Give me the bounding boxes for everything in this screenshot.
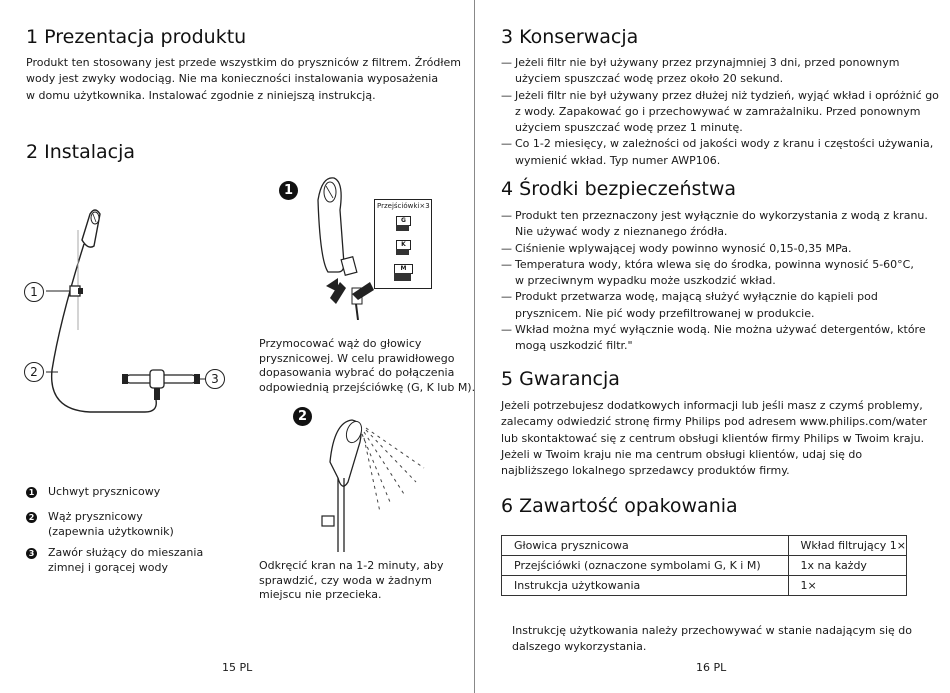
text-line: sprawdzić, czy woda w żadnym [259, 573, 432, 587]
list-item: — Temperatura wody, która wlewa się do środka, powinna wynosić 5-60°C, w przeciwnym wypadku może uszkodzić wkład. [501, 257, 914, 288]
table-row [502, 536, 907, 556]
text-line: odpowiednią przejściówkę (G, K lub M). [259, 381, 476, 395]
list-item: — Produkt ten przeznaczony jest wyłącznie do wykorzystania z wodą z kranu. Nie używać wody z nieznanego źródła. [501, 209, 928, 239]
page-number-right: 16 PL [696, 661, 727, 674]
text-line: w domu użytkownika. Instalować zgodnie z niniejszą instrukcją. [26, 88, 376, 102]
adapter-box-label: Przejściówki×3 [377, 202, 430, 210]
text-line: zalecamy odwiedzić stronę firmy Philips pod adresem www.philips.com/water [501, 415, 928, 429]
text-line: miejscu nie przecieka. [259, 588, 382, 602]
section-5-text [501, 398, 927, 479]
table-row [502, 556, 907, 576]
step-2-illustration [320, 412, 440, 552]
list-item: — Co 1-2 miesięcy, w zależności od jakości wody z kranu i częstości używania, wymienić wkład. Typ numer AWP106. [501, 137, 934, 167]
step-2-badge: 2 [293, 407, 312, 426]
step-2-text [259, 559, 444, 603]
number-bullet-icon: 3 [26, 548, 37, 559]
adapter-k-icon [396, 249, 409, 255]
section-1-text [26, 55, 461, 104]
adapter-box [374, 199, 432, 289]
hose-connector-icon [352, 282, 374, 320]
text-line: Instrukcję użytkowania należy przechowywać w stanie nadającym się do [512, 624, 913, 637]
text-line: dopasowania wybrać do połączenia [259, 366, 455, 380]
table-cell: Głowica prysznicowa [502, 536, 789, 556]
text-line: lub skontaktować się z centrum obsługi klientów firmy Philips w Twoim kraju. [501, 431, 925, 445]
section-6-title: 6 Zawartość opakowania [501, 495, 738, 517]
list-item: — Jeżeli filtr nie był używany przez przynajmniej 3 dni, przed ponownym użyciem spuszczać wodę przez około 20 sekund. [501, 56, 900, 86]
legend-label: Uchwyt prysznicowy [48, 485, 161, 498]
table-cell: Instrukcja użytkowania [502, 576, 789, 596]
left-page [0, 0, 474, 693]
text-line: wody jest zwyky wodociąg. Nie ma konieczności instalowania wyposażenia [26, 72, 439, 86]
contents-table [501, 535, 907, 596]
table-cell: 1× [788, 576, 906, 596]
callout-1: 1 [24, 282, 44, 302]
step-1-illustration [300, 170, 380, 320]
section-1-title: 1 Prezentacja produktu [26, 26, 247, 48]
callout-2: 2 [24, 362, 44, 382]
shower-holder-icon [70, 286, 83, 296]
list-item: — Jeżeli filtr nie był używany przez dłużej niż tydzień, wyjąć wkład i opróżnić go z wody. Zapakować go i przechowywać w zamrażalniku. Przed ponownym użyciem spuszczać wodę przez 1 minutę. [501, 88, 939, 135]
adapter-m-icon [394, 273, 411, 281]
adapter-g-icon [396, 225, 409, 231]
text-line: Jeżeli w Twoim kraju nie ma centrum obsługi klientów, udaj się do [501, 447, 863, 461]
legend-label: Zawór służący do mieszania [48, 546, 204, 559]
installation-diagram [20, 200, 235, 460]
list-item: — Wkład można myć wyłącznie wodą. Nie można używać detergentów, które mogą uszkodzić filtr." [501, 323, 926, 353]
adapter-m: M [394, 264, 413, 274]
legend-label: (zapewnia użytkownik) [48, 524, 174, 538]
page-number-left: 15 PL [222, 661, 253, 674]
storage-note [512, 623, 912, 656]
section-2-title: 2 Instalacja [26, 141, 136, 163]
mixer-valve-icon [122, 370, 200, 400]
shower-hose [52, 244, 157, 412]
adapter-g: G [396, 216, 411, 226]
text-line: Jeżeli potrzebujesz dodatkowych informacji lub jeśli masz z czymś problemy, [501, 399, 923, 412]
callout-3: 3 [205, 369, 225, 389]
text-line: najbliższego lokalnego sprzedawcy produktów firmy. [501, 464, 790, 478]
water-spray-icon [362, 428, 424, 512]
list-item: — Ciśnienie wplywającej wody powinno wynosić 0,15-0,35 MPa. [501, 241, 852, 255]
arrow-icon [326, 278, 346, 304]
text-line: Przymocować wąż do głowicy [259, 337, 422, 350]
text-line: dalszego wykorzystania. [512, 640, 647, 654]
shower-head-icon [318, 178, 357, 275]
section-3-list [501, 55, 939, 169]
table-row [502, 576, 907, 596]
table-cell: Wkład filtrujący 1× [788, 536, 906, 556]
step-1-text [259, 337, 475, 396]
section-3-title: 3 Konserwacja [501, 26, 639, 48]
shower-head-icon [322, 419, 364, 552]
text-line: Produkt ten stosowany jest przede wszystkim do pryszniców z filtrem. Źródłem [26, 56, 461, 69]
shower-head-icon [82, 210, 100, 247]
section-4-title: 4 Środki bezpieczeństwa [501, 178, 737, 200]
section-5-title: 5 Gwarancja [501, 368, 620, 390]
text-line: prysznicowej. W celu prawidłowego [259, 351, 455, 365]
legend-label: zimnej i gorącej wody [48, 560, 168, 574]
adapter-k: K [396, 240, 411, 250]
step-1-badge: 1 [279, 181, 298, 200]
right-page [476, 0, 950, 693]
list-item: — Produkt przetwarza wodę, mającą służyć wyłącznie do kąpieli pod prysznicem. Nie pić wody przefiltrowanej w produkcie. [501, 290, 878, 320]
number-bullet-icon: 2 [26, 512, 37, 523]
text-line: Odkręcić kran na 1-2 minuty, aby [259, 559, 444, 572]
number-bullet-icon: 1 [26, 487, 37, 498]
section-4-list [501, 208, 928, 355]
legend-label: Wąż prysznicowy [48, 510, 143, 523]
table-cell: Przejściówki (oznaczone symbolami G, K i M) [502, 556, 789, 576]
table-cell: 1x na każdy [788, 556, 906, 576]
